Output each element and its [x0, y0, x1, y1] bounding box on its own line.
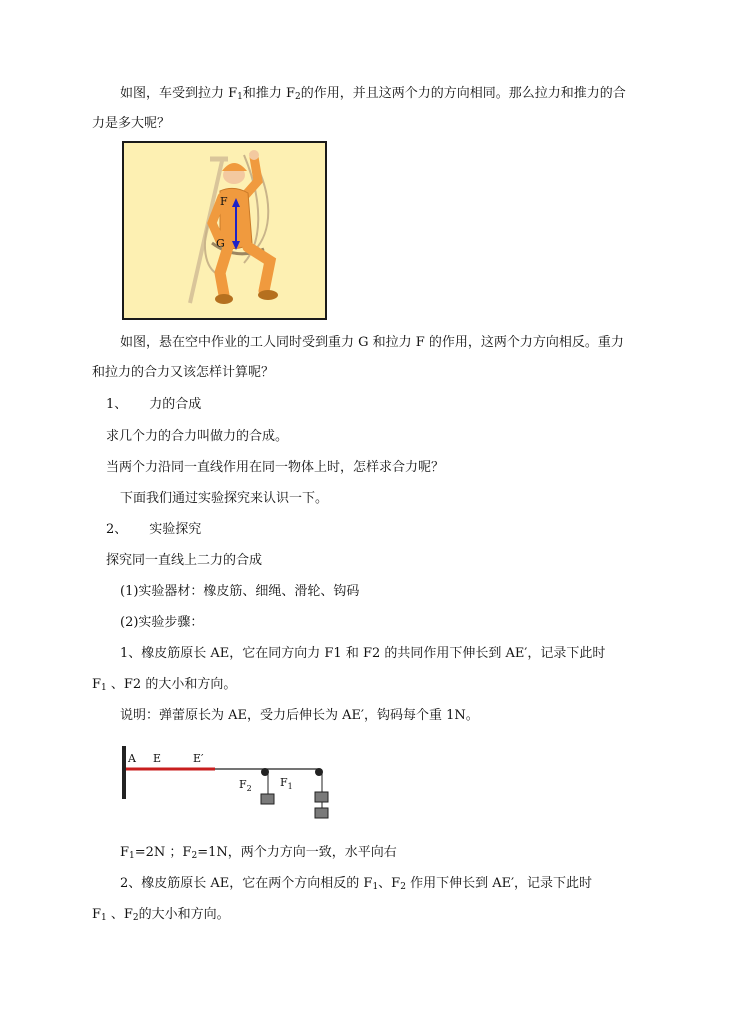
- result-1-text: [120, 844, 397, 862]
- weight-2b: [315, 808, 328, 818]
- label-E: E: [153, 752, 162, 765]
- subscript: 1: [129, 851, 135, 861]
- right-boot: [258, 290, 278, 300]
- section-1-heading: [106, 396, 201, 414]
- text: 如图，车受到拉力 F: [120, 86, 238, 101]
- intro-paragraph-line-1: [120, 85, 626, 103]
- subscript: 1: [372, 882, 379, 892]
- section-title: 力的合成: [149, 397, 202, 412]
- text: 、F2 的大小和方向。: [106, 677, 237, 692]
- worker-paragraph-line-2: 和拉力的合力又该怎样计算呢？: [92, 365, 275, 380]
- subscript: 2: [295, 92, 301, 102]
- text: 的作用，并且这两个力的方向相同。那么拉力和推力的合: [300, 86, 626, 101]
- text: F: [120, 845, 130, 860]
- left-leg: [220, 247, 228, 295]
- definition-text: 求几个力的合力叫做力的合成。: [106, 429, 289, 444]
- step-1-line-1: 1、橡皮筋原长 AE，它在同方向力 F1 和 F2 的共同作用下伸长到 AE′，记录下此时: [120, 646, 606, 661]
- label-G: G: [216, 237, 225, 250]
- steps-label: (2)实验步骤：: [120, 615, 204, 630]
- text: =1N，两个力方向一致，水平向右: [197, 845, 397, 860]
- subscript: 2: [191, 851, 198, 861]
- step-2-line-2: [92, 906, 230, 924]
- text: 、F: [106, 907, 133, 922]
- text: F: [92, 677, 102, 692]
- section-number: 1、: [106, 397, 128, 412]
- hand: [249, 150, 259, 160]
- label-F2: $F_2$: [239, 778, 252, 793]
- experiment-setup-diagram: [115, 744, 335, 824]
- section-title: 实验探究: [149, 522, 202, 537]
- worker-illustration: [124, 143, 325, 318]
- subscript: 2: [132, 913, 139, 923]
- step-1-line-2: [92, 676, 236, 694]
- text: 、F: [378, 876, 401, 891]
- text: 和推力 F: [242, 86, 296, 101]
- worker-paragraph-line-1: 如图，悬在空中作业的工人同时受到重力 G 和拉力 F 的作用，这两个力方向相反。重力: [120, 335, 624, 350]
- step-2-line-1: [120, 875, 592, 893]
- question-text: 当两个力沿同一直线作用在同一物体上时，怎样求合力呢？: [106, 460, 445, 475]
- text: 2、橡皮筋原长 AE，它在两个方向相反的 F: [120, 876, 373, 891]
- subscript: 1: [101, 913, 107, 923]
- text: =2N ；F: [134, 845, 192, 860]
- left-boot: [215, 294, 233, 304]
- text: 作用下伸长到 AE′，记录下此时: [405, 876, 593, 891]
- intro-paragraph-line-2: 力是多大呢？: [92, 116, 171, 131]
- section-2-heading: [106, 521, 201, 539]
- label-F1: $F_1$: [280, 776, 293, 791]
- intro-text: 下面我们通过实验探究来认识一下。: [120, 491, 329, 506]
- weight-1: [261, 794, 274, 804]
- text: 的大小和方向。: [138, 907, 230, 922]
- suspended-worker-figure: [122, 141, 327, 320]
- subscript: 2: [400, 882, 406, 892]
- text: F: [92, 907, 102, 922]
- note-text: 说明：弹蕾原长为 AE，受力后伸长为 AE′，钩码每个重 1N。: [120, 708, 479, 723]
- section-2-subtitle: 探究同一直线上二力的合成: [106, 553, 263, 568]
- section-number: 2、: [106, 522, 128, 537]
- helmet: [222, 163, 247, 171]
- equipment-text: (1)实验器材：橡皮筋、细绳、滑轮、钩码: [120, 584, 360, 599]
- subscript: 1: [101, 683, 107, 693]
- label-E-prime: E′: [193, 752, 204, 765]
- label-F: F: [220, 195, 228, 208]
- label-A: A: [128, 752, 136, 765]
- weight-2a: [315, 792, 328, 802]
- subscript: 1: [237, 92, 243, 102]
- right-leg: [248, 247, 270, 291]
